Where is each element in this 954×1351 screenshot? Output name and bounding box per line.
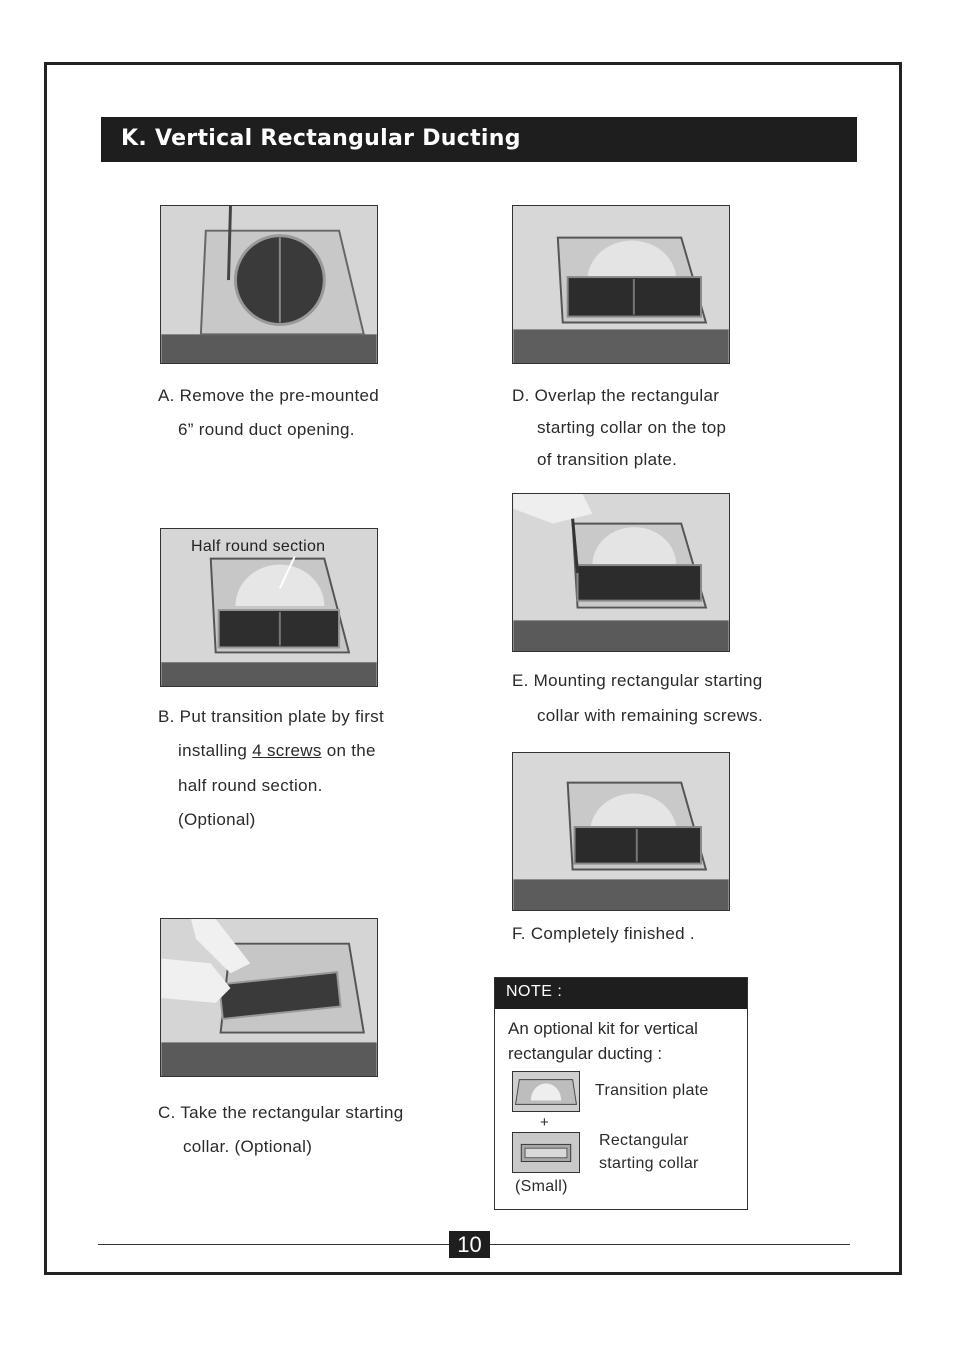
footer-rule-right: [490, 1244, 850, 1245]
photo-step-a: [160, 205, 378, 364]
page-number: 10: [457, 1232, 482, 1257]
step-e-line2: collar with remaining screws.: [537, 706, 763, 725]
step-d-line1: D. Overlap the rectangular: [512, 386, 720, 405]
note-plus: +: [540, 1114, 550, 1131]
transition-plate-thumbnail: [512, 1071, 580, 1112]
photo-step-e: [512, 493, 730, 652]
note-description: An optional kit for vertical rectangular ducting :: [508, 1019, 698, 1063]
screws-emphasis: 4 screws: [252, 741, 322, 760]
note-heading: NOTE :: [506, 983, 563, 1000]
section-title: K. Vertical Rectangular Ducting: [121, 126, 521, 151]
note-header: [495, 978, 747, 1009]
step-c-line2: collar. (Optional): [183, 1137, 313, 1156]
note-box: [494, 977, 748, 1210]
step-e-line1: E. Mounting rectangular starting: [512, 671, 763, 690]
step-b-line3: half round section.: [178, 776, 323, 795]
step-d-line2: starting collar on the top: [537, 418, 727, 437]
note-item-transition-plate: Transition plate: [595, 1082, 709, 1099]
photo-step-f: [512, 752, 730, 911]
photo-label-half-round: Half round section: [191, 538, 326, 555]
page-number-badge: [449, 1231, 490, 1258]
step-a-line2: 6” round duct opening.: [178, 420, 355, 439]
note-item-collar-size: (Small): [515, 1178, 568, 1195]
note-item-collar-line1: Rectangular: [599, 1132, 689, 1149]
photo-step-c: [160, 918, 378, 1077]
step-f-line1: F. Completely finished .: [512, 924, 695, 943]
footer-rule-left: [98, 1244, 449, 1245]
step-b-line2: installing 4 screws on the: [178, 741, 376, 760]
section-header: [101, 117, 857, 162]
note-item-collar-line2: starting collar: [599, 1155, 699, 1172]
step-a-line1: A. Remove the pre-mounted: [158, 386, 380, 405]
step-b-line1: B. Put transition plate by first: [158, 707, 384, 726]
starting-collar-thumbnail: [512, 1132, 580, 1173]
photo-step-d: [512, 205, 730, 364]
step-b-line4: (Optional): [178, 810, 256, 829]
photo-step-b: [160, 528, 378, 687]
step-d-line3: of transition plate.: [537, 450, 678, 469]
step-c-line1: C. Take the rectangular starting: [158, 1103, 404, 1122]
